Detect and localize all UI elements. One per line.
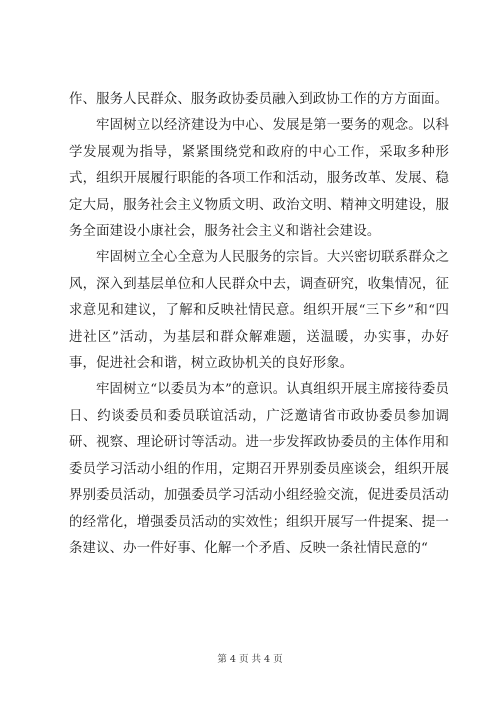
paragraph-1: 作、服务人民群众、服务政协委员融入到政协工作的方方面面。 bbox=[69, 92, 449, 107]
paragraph-3: 牢固树立全心全意为人民服务的宗旨。大兴密切联系群众之风，深入到基层单位和人民群众中去，调查研究，收集情况，征求意见和建议，了解和反映社情民意。组织开展“三下乡”和“四进社区”活动，为基层和群众解难题，送温暖，办实事，办好事，促进社会和谐，树立政协机关的良好形象。 bbox=[69, 250, 449, 372]
paragraph-4: 牢固树立“以委员为本”的意识。认真组织开展主席接待委员日、约谈委员和委员联谊活动，广泛邀请省市政协委员参加调研、视察、理论研讨等活动。进一步发挥政协委员的主体作用和委员学习活动小组的作用，定期召开界别委员座谈会，组织开展界别委员活动，加强委员学习活动小组经验交流，促进委员活动的经常化，增强委员活动的实效性；组织开展写一件提案、提一条建议、办一件好事、化解一个矛盾、反映一条社情民意的“ bbox=[69, 382, 449, 556]
document-body bbox=[69, 87, 449, 562]
page-footer: 第 4 页 共 4 页 bbox=[217, 654, 283, 665]
paragraph-2: 牢固树立以经济建设为中心、发展是第一要务的观念。以科学发展观为指导，紧紧围绕党和政府的中心工作，采取多种形式，组织开展履行职能的各项工作和活动，服务改革、发展、稳定大局，服务社会主义物质文明、政治文明、精神文明建设，服务全面建设小康社会，服务社会主义和谐社会建设。 bbox=[69, 118, 449, 240]
